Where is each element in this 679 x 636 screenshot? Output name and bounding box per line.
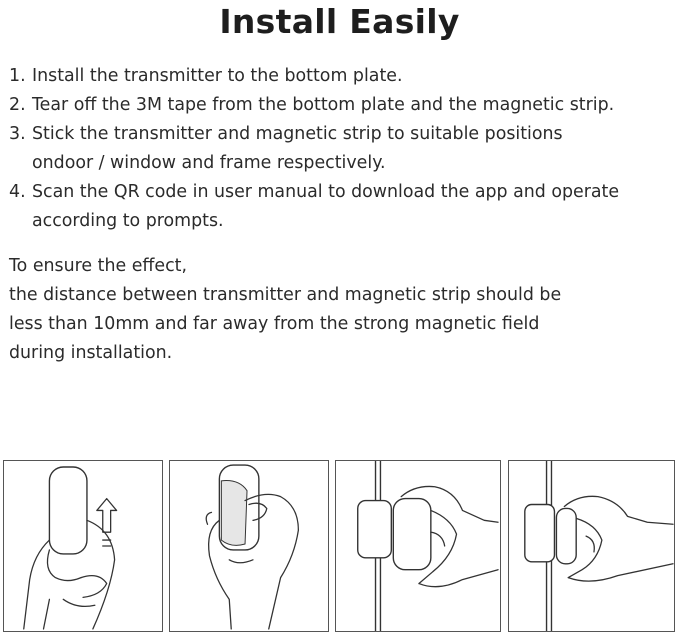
step-text: Install the transmitter to the bottom plate.	[32, 66, 403, 86]
hand-placing-magnet-icon	[509, 461, 674, 631]
hand-sticking-to-frame-icon	[336, 461, 500, 631]
hand-peeling-tape-icon	[170, 461, 328, 631]
note-line: less than 10mm and far away from the strong magnetic field	[9, 314, 540, 334]
step-text-continued: ondoor / window and frame respectively.	[32, 153, 386, 173]
step-text: Scan the QR code in user manual to download the app and operate	[32, 182, 620, 202]
illustration-panel-3	[335, 460, 501, 632]
hand-holding-transmitter-icon	[4, 461, 162, 631]
step-number: 3.	[9, 124, 26, 144]
note-line: To ensure the effect,	[9, 256, 187, 276]
step-1	[9, 62, 674, 91]
illustration-panel-2	[169, 460, 329, 632]
step-text: Tear off the 3M tape from the bottom plate and the magnetic strip.	[32, 95, 615, 115]
illustration-panel-1	[3, 460, 163, 632]
note-line: the distance between transmitter and magnetic strip should be	[9, 285, 562, 305]
step-2	[9, 91, 674, 120]
steps-list	[9, 62, 674, 236]
step-number: 2.	[9, 95, 26, 115]
step-4	[9, 178, 674, 236]
illustration-panel-4	[508, 460, 675, 632]
step-3	[9, 120, 674, 178]
note-line: during installation.	[9, 343, 173, 363]
step-text: Stick the transmitter and magnetic strip to suitable positions	[32, 124, 563, 144]
step-number: 1.	[9, 66, 26, 86]
step-number: 4.	[9, 182, 26, 202]
step-text-continued: according to prompts.	[32, 211, 224, 231]
page-title: Install Easily	[219, 2, 460, 41]
installation-note	[9, 252, 674, 368]
